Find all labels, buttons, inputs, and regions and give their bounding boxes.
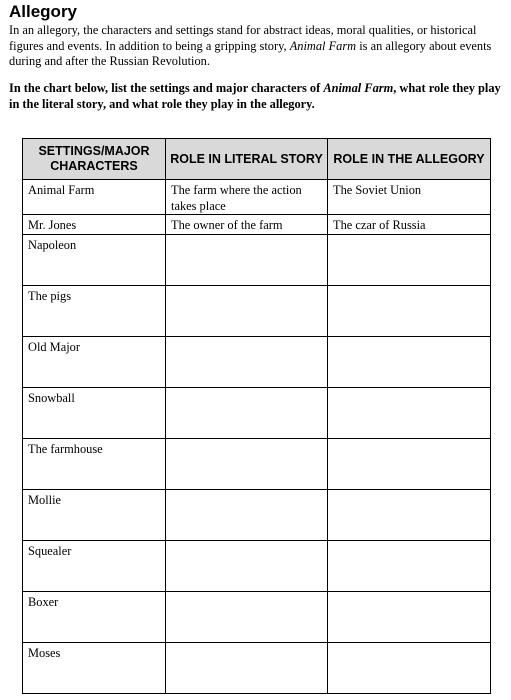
table-row — [23, 215, 491, 235]
header-settings-characters: SETTINGS/MAJOR CHARACTERS — [23, 139, 166, 180]
cell-literal-role[interactable] — [166, 234, 328, 285]
cell-allegory-role[interactable] — [328, 540, 491, 591]
instructions-text-end: , what role they play in the literal story, and what role they play in the allegory. — [9, 81, 501, 111]
table-header-row — [23, 139, 491, 180]
header-allegory-role: ROLE IN THE ALLEGORY — [328, 139, 491, 180]
intro-text-end: is an allegory about events during and after the Russian Revolution. — [9, 38, 492, 68]
cell-literal-role[interactable]: The owner of the farm — [166, 215, 328, 235]
cell-literal-role[interactable] — [166, 591, 328, 642]
instructions-paragraph — [9, 81, 504, 112]
intro-paragraph — [9, 23, 504, 70]
cell-allegory-role[interactable]: The Soviet Union — [328, 180, 491, 215]
cell-character: Animal Farm — [23, 180, 166, 215]
cell-allegory-role[interactable] — [328, 591, 491, 642]
cell-allegory-role[interactable]: The czar of Russia — [328, 215, 491, 235]
table-row — [23, 540, 491, 591]
cell-literal-role[interactable] — [166, 540, 328, 591]
cell-allegory-role[interactable] — [328, 438, 491, 489]
cell-character: Moses — [23, 642, 166, 693]
cell-literal-role[interactable] — [166, 642, 328, 693]
intro-book-title: Animal Farm — [289, 38, 357, 53]
table-row — [23, 234, 491, 285]
allegory-chart-table — [22, 138, 491, 694]
cell-allegory-role[interactable] — [328, 234, 491, 285]
table-row — [23, 642, 491, 693]
cell-literal-role[interactable]: The farm where the action takes place — [166, 180, 328, 215]
cell-literal-role[interactable] — [166, 336, 328, 387]
table-row — [23, 180, 491, 215]
table-row — [23, 591, 491, 642]
cell-character: The farmhouse — [23, 438, 166, 489]
cell-literal-role[interactable] — [166, 285, 328, 336]
cell-character: Mollie — [23, 489, 166, 540]
cell-allegory-role[interactable] — [328, 336, 491, 387]
cell-allegory-role[interactable] — [328, 489, 491, 540]
cell-character: Snowball — [23, 387, 166, 438]
table-row — [23, 387, 491, 438]
cell-allegory-role[interactable] — [328, 387, 491, 438]
cell-character: Old Major — [23, 336, 166, 387]
cell-character: Boxer — [23, 591, 166, 642]
cell-character: The pigs — [23, 285, 166, 336]
cell-character: Mr. Jones — [23, 215, 166, 235]
cell-literal-role[interactable] — [166, 387, 328, 438]
cell-literal-role[interactable] — [166, 489, 328, 540]
cell-character: Napoleon — [23, 234, 166, 285]
instructions-book-title: Animal Farm — [323, 81, 394, 95]
table-row — [23, 438, 491, 489]
cell-character: Squealer — [23, 540, 166, 591]
cell-literal-role[interactable] — [166, 438, 328, 489]
instructions-text-start: In the chart below, list the settings and major characters of — [9, 81, 324, 95]
table-row — [23, 489, 491, 540]
header-literal-role: ROLE IN LITERAL STORY — [166, 139, 328, 180]
intro-text-start: In an allegory, the characters and settings stand for abstract ideas, moral qualities, or historical figures and events. In addition to being a gripping story, — [9, 23, 477, 53]
table-row — [23, 285, 491, 336]
cell-allegory-role[interactable] — [328, 642, 491, 693]
table-row — [23, 336, 491, 387]
page-title: Allegory — [9, 2, 78, 21]
cell-allegory-role[interactable] — [328, 285, 491, 336]
